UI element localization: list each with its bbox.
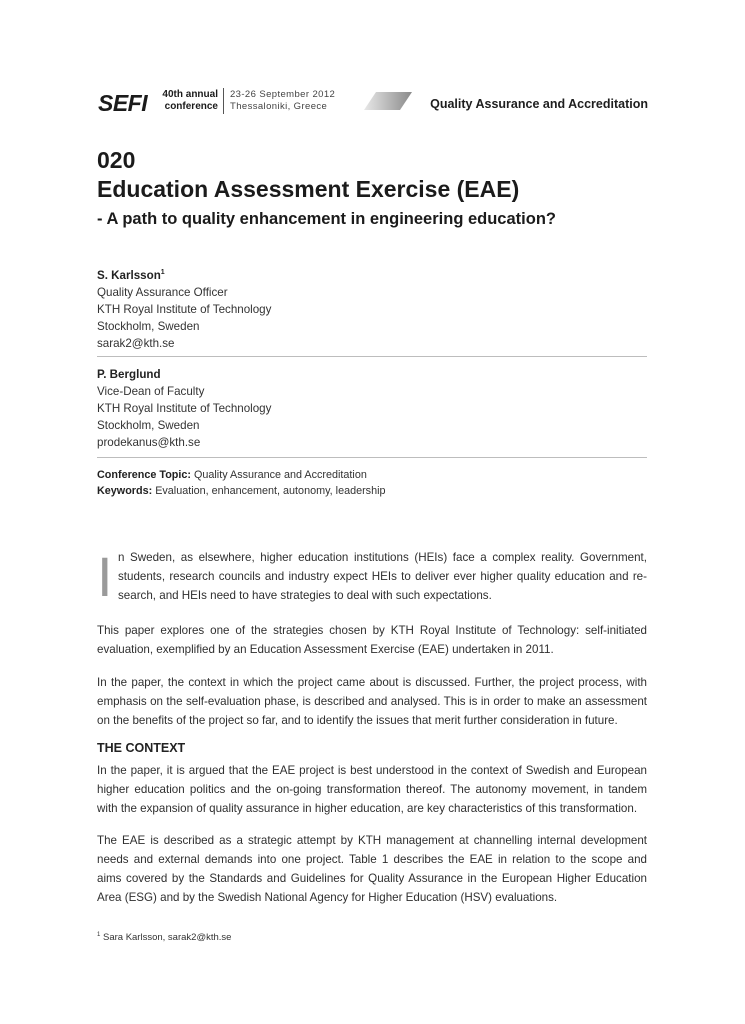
text-line: Area (ESG) and by the Swedish National Agency for Higher Education (HSV) evaluations. (97, 891, 558, 904)
divider (97, 356, 647, 357)
author-city: Stockholm, Sweden (97, 319, 200, 333)
text-line: higher education politics and the on-going transformation thereof. The autonomy movement, in tandem (97, 783, 647, 796)
conference-topic: Conference Topic: Quality Assurance and Accreditation (97, 469, 367, 481)
text-line: aims covered by the Standards and Guidelines for Quality Assurance in the European Higher Education (97, 872, 647, 885)
author-name: S. Karlsson$^1$ (97, 268, 165, 282)
divider (97, 457, 647, 458)
text-line: on the benefits of the project so far, and to identify the issues that merit further consideration in future. (97, 714, 618, 727)
author-institution: KTH Royal Institute of Technology (97, 402, 272, 415)
text-line: The EAE is described as a strategic attempt by KTH management at channelling internal development (97, 834, 647, 847)
footnote-mark: 1 (97, 932, 101, 938)
annual-line: 40th annual (162, 89, 218, 100)
author-block (97, 264, 271, 352)
footnote-mark: 1 (160, 269, 165, 276)
conference-dates-block (230, 89, 335, 112)
sefi-logo: SEFI (98, 90, 148, 116)
author-role: Quality Assurance Officer (97, 285, 228, 299)
conference-edition (155, 89, 218, 112)
paper-subtitle: - A path to quality enhancement in engineering education? (97, 210, 556, 228)
conference-location: Thessaloniki, Greece (230, 100, 328, 112)
author-email[interactable]: prodekanus@kth.se (97, 436, 201, 449)
text-line: needs and external demands into one project. Table 1 describes the EAE in relation to the scope and (97, 853, 647, 866)
paper-number: 020 (97, 147, 136, 173)
drop-cap: I (97, 545, 113, 608)
text-line: emphasis on the self-evaluation phase, is described and analysed. This is in order to make an assessment (97, 695, 647, 708)
paragraph (97, 831, 647, 907)
paper-title: Education Assessment Exercise (EAE) (97, 176, 520, 202)
keywords: Keywords: Evaluation, enhancement, autonomy, leadership (97, 485, 386, 497)
author-name: P. Berglund (97, 368, 161, 381)
text-line: In the paper, the context in which the project came about is discussed. Further, the project process, with (97, 676, 647, 689)
text-line: n Sweden, as elsewhere, higher education institutions (HEIs) face a complex reality. Government, (118, 551, 647, 564)
header-divider (223, 88, 224, 114)
text-line: In the paper, it is argued that the EAE project is best understood in the context of Swedish and European (97, 764, 647, 777)
text-line: search, and HEIs need to have strategies to deal with such expectations. (118, 589, 492, 602)
text-line: with the expansion of quality assurance in higher education, are key characteristics of this transformation. (97, 802, 638, 815)
text-line: students, research councils and industry expect HEIs to deliver ever higher quality education and re- (118, 570, 647, 583)
paper-meta (97, 467, 386, 499)
decorative-stripe-icon (364, 92, 412, 110)
author-city: Stockholm, Sweden (97, 419, 200, 432)
text-line: This paper explores one of the strategies chosen by KTH Royal Institute of Technology: self-initiated (97, 624, 647, 637)
conference-header (98, 86, 648, 122)
author-email[interactable]: sarak2@kth.se (97, 336, 175, 350)
section-title: Quality Assurance and Accreditation (430, 97, 648, 111)
paragraph (97, 761, 647, 818)
author-institution: KTH Royal Institute of Technology (97, 302, 272, 316)
section-heading: THE CONTEXT (97, 741, 186, 755)
paragraph (97, 673, 647, 730)
conference-line: conference (164, 100, 218, 112)
paragraph (97, 621, 647, 659)
intro-paragraph (118, 548, 647, 605)
author-block (97, 366, 271, 451)
conference-dates: 23-26 September 2012 (230, 89, 336, 100)
text-line: evaluation, exemplified by an Education Assessment Exercise (EAE) undertaken in 2011. (97, 643, 554, 656)
author-role: Vice-Dean of Faculty (97, 385, 205, 398)
footnote: $^1$ Sara Karlsson, sarak2@kth.se (97, 932, 232, 944)
